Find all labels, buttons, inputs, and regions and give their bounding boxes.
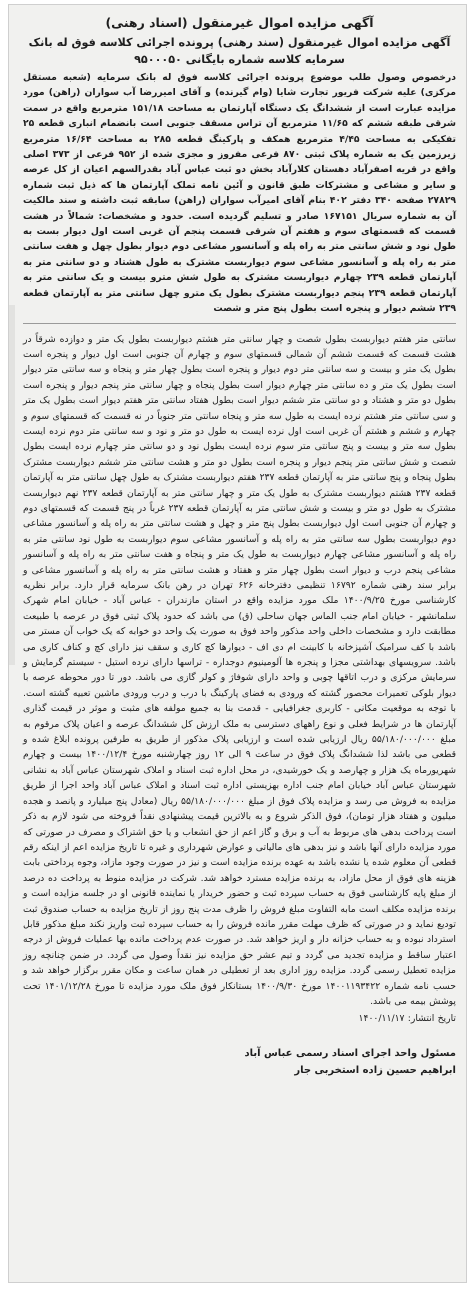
signature-block	[23, 1045, 456, 1079]
newspaper-clipping	[8, 4, 467, 1283]
signatory-name: ابراهیم حسین زاده استخربی جار	[294, 1064, 456, 1076]
column-divider	[23, 323, 456, 324]
notice-subtitle: آگهی مزایده اموال غیرمنقول (سند رهنی) پرونده اجرائی کلاسه فوق له بانک سرمایه کلاسه شماره بایگانی ۹۵۰۰۰۵۰	[28, 36, 451, 66]
publication-date: تاریخ انتشار: ۱۴۰۰/۱۱/۱۷	[358, 1013, 456, 1025]
notice-paragraph-2: سانتی متر هفتم دیواربست بطول شصت و چهار سانتی متر هشتم دیواربست بطول یک متر و دوازده شرقاً در هشت قسمت که قسمت ششم آن شمالی قسمتهای سوم و چهارم آن جنوبی است اول دیوار و پنجره است بطول یک متر و بیست و سه سانتی متر دوم دیوار و پنجره است بطول چهار متر و پنجاه و سه سانتی متر دیوار است بطول یک متر و ده سانتی متر چهارم دیوار است بطول پنجاه و چهار سانتی متر پنجم دیوار و پنجره است بطول دو متر و هشتاد و دو سانتی متر ششم دیوار است بطول هفتاد سانتی متر هفتم دیوار است بطول یک متر و سی سانتی متر هشتم نرده ایست به طول سه متر و پنجاه سانتی متر جنوباً در نه قسمت که قسمتهای سوم و چهارم و ششم و هشتم آن غربی است اول نرده ایست به طول دو متر و نود و سه سانتی متر دوم نرده ایست بطول سه متر و بیست و پنج سانتی متر سوم نرده ایست بطول نود و دو سانتی متر چهارم نرده ایست بطول شصت و شش سانتی متر پنجم دیوار و پنجره است بطول دو متر و هشت سانتی متر ششم دیواربست مشترک بطول پنجاه و پنج سانتی متر به آپارتمان قطعه ۲۳۷ هفتم دیواربست مشترک به طول چهل سانتی متر به آپارتمان قطعه ۲۳۷ هشتم دیواربست مشترک به طول یک متر و چهار سانتی متر به آپارتمان قطعه ۲۳۷ نهم دیواربست مشترک به طول دو متر و بیست و شش سانتی متر به آپارتمان قطعه ۲۳۷ غرباً در پنج قسمت که قسمتهای دوم و چهارم آن جنوبی است اول دیواربست بطول پنج متر و چهل و هشت سانتی متر به راه پله و آسانسور مشاعی دوم دیواربست بطول سه سانتی متر به راه پله و آسانسور مشاعی سوم دیواربست به طول نود سانتی متر به راه پله و آسانسور مشاعی چهارم دیواربست به طول یک متر و پنجاه و هفت سانتی متر به راه پله و آسانسور مشاعی پنجم درب و دیوار است بطول چهار متر و هفتاد و هشت سانتی متر به راه پله و آسانسور مشاعی و برابر سند رهنی شماره ۱۶۷۹۲ تنظیمی دفترخانه ۶۲۶ تهران در رهن بانک سرمایه قرار دارد. برابر نظریه کارشناسی مورخ ۱۴۰۰/۹/۲۵ ملک مورد مزایده واقع در استان مازندران - عباس آباد - خیابان امام شهرک سلمانشهر - خیابان امام جنب الماس جهان ساحلی (ق) می باشد که حدود پلاک ثبتی فوق در عرصه با طبیعت مطابقت دارد و مشخصات داخلی واحد مذکور واحد فوق به صورت یک واحد دو خوابه که یک خواب آن مستر می باشد با کف سرامیک آشپزخانه با کابینت ام دی اف - دیوارها کچ کاری و سقف نیز دارای کچ و کناف کاری می باشد. سرویسهای بهداشتی مجزا و پنجره ها آلومینیوم دوجداره - تراسها دارای نرده استیل - سیستم گرمایش و سرمایش مرکزی و درب اتاقها چوبی و واحد دارای شوفاژ و کولر گازی می باشد. دور تا دور محوطه عرصه با دیوار بلوکی تعمیرات محصور گشته که ورودی به فضای پارکینگ با درب و درب ورودی ماشین تعبیه گشته است. با توجه به موقعیت مکانی - کاربری جغرافیایی - قدمت بنا به جمیع مولفه های مثبت و موثر در قیمت گذاری آپارتمان ها در شرایط فعلی و نوع راههای دسترسی به ملک ارزش کل ششدانگ عرصه و اعیان پلاک مرقوم به مبلغ ۵۵/۱۸۰/۰۰۰/۰۰۰ ریال ارزیابی شده است و ارزیابی پلاک مذکور از طریق به طرفین پرونده ابلاغ شده و قطعی می باشد لذا ششدانگ پلاک فوق در ساعت ۹ الی ۱۲ روز چهارشنبه مورخ ۱۴۰۰/۱۲/۴ بیست و چهارم شهریورماه یک هزار و چهارصد و یک خورشیدی، در محل اداره ثبت اسناد و املاک شهرستان عباس آباد به نشانی شهرستان عباس آباد خیابان امام جنب اداره بهزیستی اداره ثبت اسناد و املاک عباس آباد واحد اجرا از طریق مزایده به فروش می رسد و مزایده پلاک فوق از مبلغ ۵۵/۱۸۰/۰۰۰/۰۰۰ ریال (معادل پنج میلیارد و پانصد و هجده میلیون و هفتاد هزار تومان)، فوق الذکر شروع و به بالاترین قیمت پیشنهادی نقداً فروخته می شود لازم به ذکر است پرداخت بدهی های مربوط به آب و برق و گاز اعم از حق انشعاب و یا حق اشتراک و مصرف در صورتی که مورد مزایده دارای آنها باشد و نیز بدهی های مالیاتی و عوارض شهرداری و غیره تا تاریخ مزایده اعم از اینکه رقم قطعی آن معلوم شده یا نشده باشد به عهده برنده مزایده است و نیز در صورت وجود مازاد، وجوه پرداختی بابت هزینه های فوق از محل مازاد، به برنده مزایده مسترد خواهد شد. شرکت در مزایده منوط به پرداخت ده درصد از مبلغ پایه کارشناسی فوق به حساب سپرده ثبت و حضور خریدار یا نماینده قانونی او در جلسه مزایده است و برنده مزایده مکلف است مابه التفاوت مبلغ فروش را ظرف مدت پنج روز از تاریخ مزایده به حساب صندوق ثبت تودیع نماید و در صورتی که ظرف مهلت مقرر مانده فروش را به حساب سپرده ثبت واریز نکند مبلغ مذکور قابل استرداد نبوده و به حساب خزانه دار و اریز خواهد شد. در صورت عدم پرداخت مانده بها عملیات فروش از درجه اعتبار ساقط و مزایده تجدید می گردد و تیم عشر حق مزایده نیز نقداً وصول می گردد. در ضمن چنانچه روز مزایده تعطیل رسمی گردد. مزایده روز اداری بعد از تعطیلی در همان ساعت و مکان مقرر برگزار خواهد شد و حسب نامه شماره ۱۴۰۰۱۱۹۳۴۲۲ مورخ ۱۴۰۰/۹/۳۰ بستانکار فوق ملک مورد مزایده تا مورخ ۱۴۰۱/۱۲/۲۸ تحت پوشش بیمه می باشد.	[23, 333, 457, 1007]
paper-edge-shadow	[9, 305, 15, 665]
signatory-title: مسئول واحد اجرای اسناد رسمی عباس آباد	[244, 1047, 456, 1059]
notice-header	[23, 13, 456, 68]
notice-paragraph-1: درخصوص وصول طلب موضوع پرونده اجرائی کلاسه فوق له بانک سرمایه (شعبه مستقل مرکزی) علیه شرکت فریور تجارت شایا (وام گیرنده) و آقای امیررضا آب سواران (راهن) مورد مزایده عبارت است از ششدانگ یک دستگاه آپارتمان به مساحت ۱۵۱/۱۸ مترمربع واقع در سمت شرقی طبقه ششم که ۱۱/۶۵ مترمربع آن تراس مسقف جنوبی است بانضمام انباری قطعه ۲۵ تفکیکی به مساحت ۴/۴۵ مترمربع همکف و پارکینگ قطعه ۲۸۵ به مساحت ۱۶/۶۴ مترمربع زیرزمین یک به شماره پلاک ثبتی ۸۷۰ فرعی مفروز و مجزی شده از ۹۵۲ فرعی از ۳۷۳ اصلی واقع در قریه اصفرآباد دهستان کلارآباد بخش دو ثبت عباس آباد بقدرالسهم اعیان از کل عرصه و سایر و مشاعی و مشترکات طبق قانون و آئین نامه تملک آپارتمان ها که ذیل ثبت شماره ۲۷۸۲۹ صفحه ۳۴۰ دفتر ۴۰۲ بنام آقای امیرآب سواران (راهن) سابقه ثبت داشته و سند مالکیت آن به شماره سریال ۱۶۷۱۵۱ صادر و تسلیم گردیده است. حدود و مشخصات: شمالاً در هشت قسمت که قسمتهای سوم و هفتم آن شرقی قسمت پنجم آن غربی است اول دیوار بست به طول نود و شش سانتی متر به راه پله و آسانسور مشاعی دوم دیوار بطول چهل و هفت سانتی متر به راه پله و آسانسور مشاعی سوم دیواربست مشترک به طول هشتاد و دو سانتی متر به آپارتمان قطعه ۲۳۹ چهارم دیواربست مشترک به طول شش مترو بیست و یک سانتی متر به آپارتمان قطعه ۲۳۹ پنجم دیواربست مشترک بطول یک مترو چهل سانتی متر به آپارتمان قطعه ۲۳۹ ششم دیوار و پنجره است بطول پنج متر و شصت	[23, 72, 457, 315]
notice-title: آگهی مزایده اموال غیرمنقول (اسناد رهنی)	[105, 15, 374, 30]
